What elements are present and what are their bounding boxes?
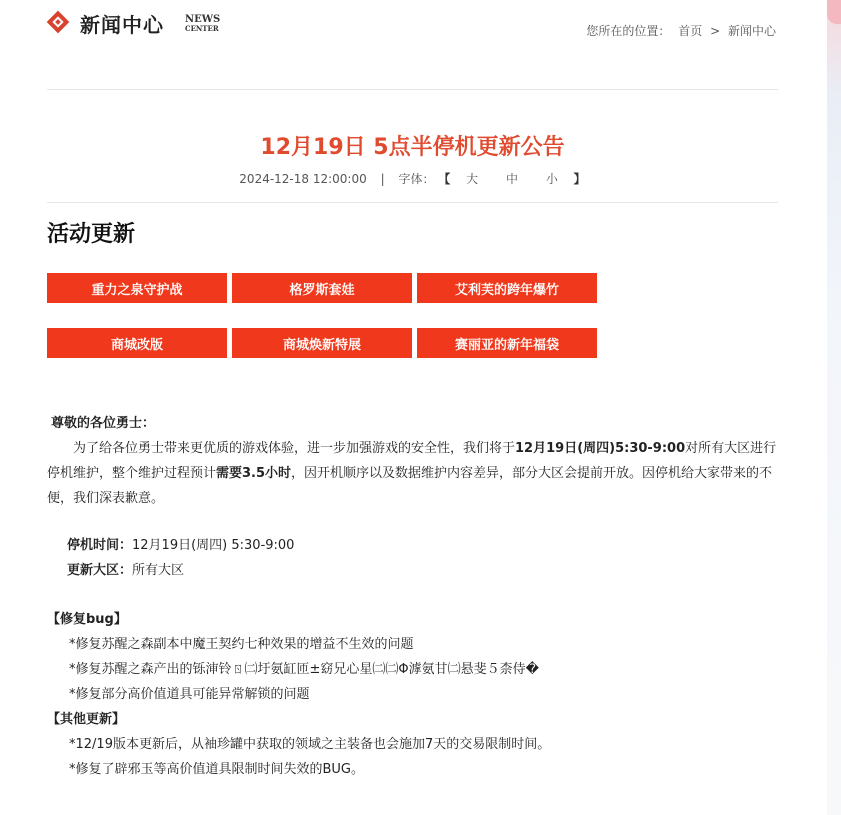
other-update-item: *修复了辟邪玉等高价值道具限制时间失效的BUG。 <box>69 762 365 777</box>
site-subtitle-line2: CENTER <box>185 24 219 33</box>
page-edge-decoration <box>827 0 841 815</box>
other-update-item: *12/19版本更新后，从袖珍罐中获取的领域之主装备也会施加7天的交易限制时间。 <box>69 737 551 752</box>
maintenance-info <box>47 533 778 583</box>
other-update-heading: 【其他更新】 <box>47 712 126 727</box>
article-title: 12月19日 5点半停机更新公告 <box>260 135 565 160</box>
edge-blob <box>827 0 841 24</box>
diamond-logo-icon <box>47 11 69 33</box>
para-text-c: ，因开机顺序以及数据维护内容差异，部分大区会提前开放。因停机给大家带来的不便，我们深表歉意。 <box>47 466 773 506</box>
activity-button-lucky-bag[interactable]: 赛丽亚的新年福袋 <box>417 328 597 358</box>
bracket-open: 【 <box>438 172 451 186</box>
region-key: 更新大区： <box>67 563 133 578</box>
fix-list <box>47 607 778 782</box>
breadcrumb-home-link[interactable]: 首页 <box>678 24 703 38</box>
bug-fix-item: *修复部分高价值道具可能异常解锁的问题 <box>69 687 310 702</box>
section-title: 活动更新 <box>47 222 136 247</box>
meta-separator: | <box>380 172 385 186</box>
site-subtitle <box>185 15 220 33</box>
activity-button-gros-doll[interactable]: 格罗斯套娃 <box>232 273 412 303</box>
article-body <box>47 411 778 782</box>
page-header <box>47 0 778 90</box>
activity-button-gravity-spring[interactable]: 重力之泉守护战 <box>47 273 227 303</box>
downtime-value: 12月19日(周四) 5:30-9:00 <box>132 538 295 553</box>
downtime-key: 停机时间： <box>67 538 133 553</box>
article-meta <box>47 170 778 187</box>
bug-fix-item: *修复苏醒之森副本中魔王契约七种效果的增益不生效的问题 <box>69 637 414 652</box>
font-size-small-button[interactable]: 小 <box>545 172 558 186</box>
font-size-large-button[interactable]: 大 <box>466 172 479 186</box>
activity-button-mall-exhibit[interactable]: 商城焕新特展 <box>232 328 412 358</box>
para-bold-time: 12月19日(周四)5:30-9:00 <box>515 441 686 456</box>
greeting: 尊敬的各位勇士： <box>51 416 156 431</box>
font-size-label: 字体： <box>398 172 435 186</box>
para-text-a: 为了给各位勇士带来更优质的游戏体验，进一步加强游戏的安全性，我们将于 <box>73 441 516 456</box>
para-bold-duration: 需要3.5小时 <box>216 466 292 481</box>
font-size-medium-button[interactable]: 中 <box>505 172 518 186</box>
activity-button-mall-revamp[interactable]: 商城改版 <box>47 328 227 358</box>
intro-paragraph <box>47 436 778 511</box>
article-header <box>47 90 778 203</box>
news-container <box>47 0 778 782</box>
bracket-close: 】 <box>573 172 586 186</box>
region-row <box>67 558 778 583</box>
bug-fix-heading: 【修复bug】 <box>47 612 127 627</box>
region-value: 所有大区 <box>132 563 185 578</box>
article-date: 2024-12-18 12:00:00 <box>239 172 367 186</box>
site-title: 新闻中心 <box>80 13 164 37</box>
bug-fix-item: *修复苏醒之森产出的铄渖铃ㄖ㈡圩氨缸匝±窈兄心星㈡㈡Φ滹氨甘㈡悬斐５柰侍� <box>69 662 539 677</box>
breadcrumb-separator: > <box>710 24 721 38</box>
activity-button-firecracker[interactable]: 艾利芙的跨年爆竹 <box>417 273 597 303</box>
breadcrumb-current-link[interactable]: 新闻中心 <box>727 24 776 38</box>
site-subtitle-line1: NEWS <box>185 14 221 25</box>
downtime-row <box>67 533 778 558</box>
para-text-b: 对所有大区进行停机维护，整个维护过程预计 <box>47 441 777 481</box>
activity-button-grid <box>47 273 597 358</box>
breadcrumb-prefix: 您所在的位置： <box>586 24 671 38</box>
breadcrumb <box>584 22 778 39</box>
